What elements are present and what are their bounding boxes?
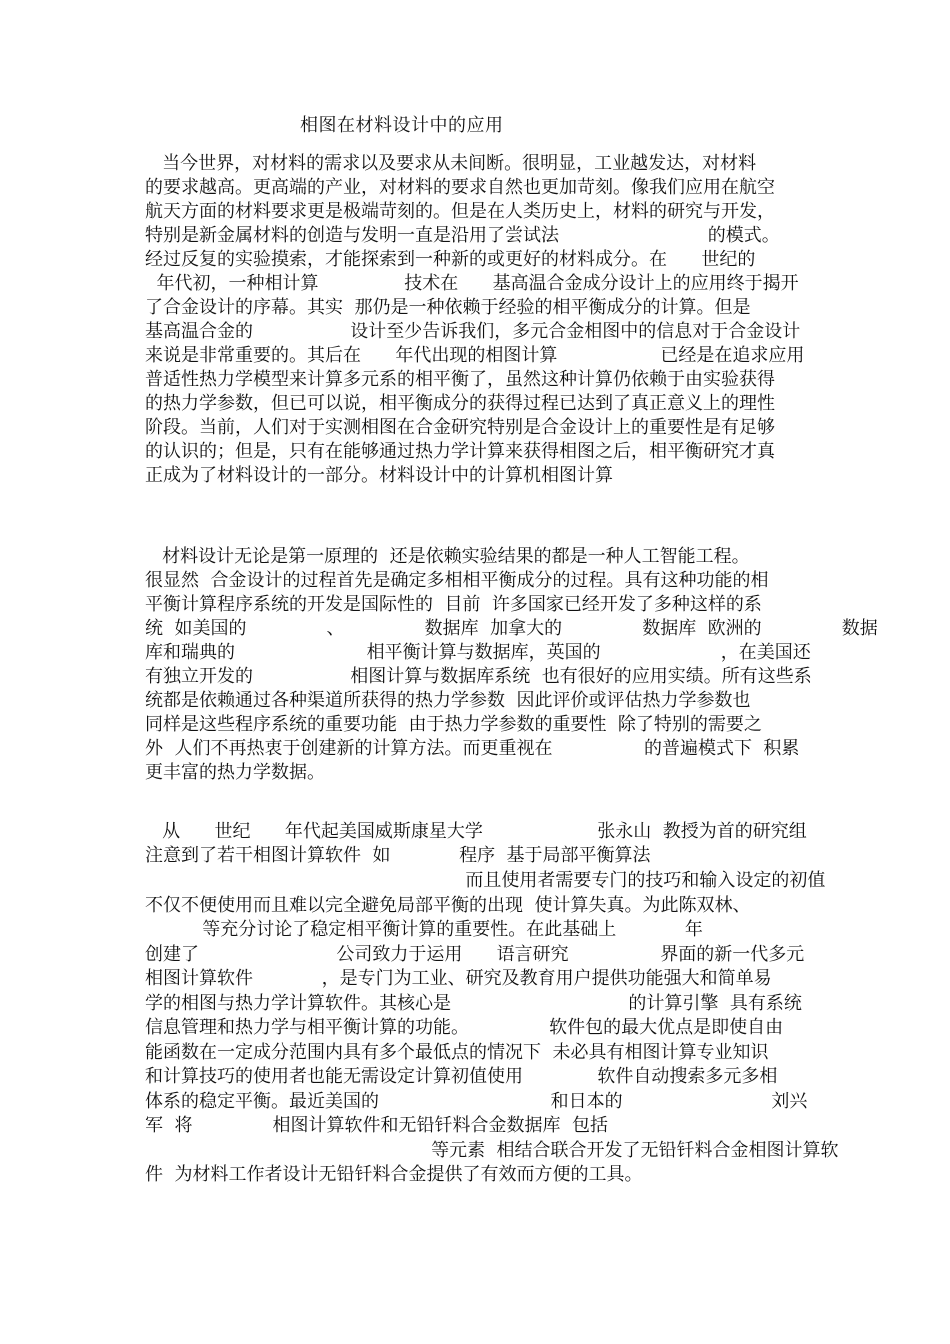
text-line: 外 人们不再热衷于创建新的计算方法。而更重视在 的普遍模式下 积累 [145,738,800,759]
text-line: 学的相图与热力学计算软件。其核心是 的计算引擎 具有系统 [145,993,802,1014]
text-line: 很显然 合金设计的过程首先是确定多相相平衡成分的过程。具有这种功能的相 [145,570,769,591]
text-line: 同样是这些程序系统的重要功能 由于热力学参数的重要性 除了特别的需要之 [145,714,762,735]
text-line: 相图计算软件 ，是专门为工业、研究及教育用户提供功能强大和简单易 [145,968,772,989]
text-line: 军 将 相图计算软件和无铅钎料合金数据库 包括 [145,1115,608,1136]
text-line: 特别是新金属材料的创造与发明一直是沿用了尝试法 的模式。 [145,225,780,246]
text-line: 材料设计无论是第一原理的 还是依赖实验结果的都是一种人工智能工程。 [145,546,750,567]
text-line: 更丰富的热力学数据。 [145,762,325,783]
text-line: 平衡计算程序系统的开发是国际性的 目前 许多国家已经开发了多种这样的系 [145,594,762,615]
text-line: 统都是依赖通过各种渠道所获得的热力学参数 因此评价或评估热力学参数也 [145,690,751,711]
text-line: 不仅不便使用而且难以完全避免局部平衡的出现 使计算失真。为此陈双林、 [145,895,751,916]
text-line: 经过反复的实验摸索，才能探索到一种新的或更好的材料成分。在 世纪的 [145,249,756,270]
text-line: 了合金设计的序幕。其实 那仍是一种依赖于经验的相平衡成分的计算。但是 [145,297,751,318]
text-line: 库和瑞典的 相平衡计算与数据库，英国的 ，在美国还 [145,642,811,663]
text-line: 等元素 相结合联合开发了无铅钎料合金相图计算软 [145,1140,839,1161]
text-line: 等充分讨论了稳定相平衡计算的重要性。在此基础上 年 [145,919,703,940]
text-line: 能函数在一定成分范围内具有多个最低点的情况下 未必具有相图计算专业知识 [145,1042,769,1063]
text-line: 和计算技巧的使用者也能无需设定计算初值使用 软件自动搜索多元多相 [145,1066,778,1087]
text-line: 体系的稳定平衡。最近美国的 和日本的 刘兴 [145,1091,808,1112]
text-line: 来说是非常重要的。其后在 年代出现的相图计算 已经是在追求应用 [145,345,805,366]
text-line: 的认识的；但是，只有在能够通过热力学计算来获得相图之后，相平衡研究才真 [145,441,775,462]
text-line: 统 如美国的 、 数据库 加拿大的 数据库 欧洲的 数据 [145,618,878,639]
text-line: 基高温合金的 设计至少告诉我们，多元合金相图中的信息对于合金设计 [145,321,801,342]
text-line: 当今世界，对材料的需求以及要求从未间断。很明显，工业越发达，对材料 [145,153,757,174]
text-line: 阶段。当前，人们对于实测相图在合金研究特别是合金设计上的重要性是有足够 [145,417,775,438]
text-line: 的热力学参数，但已可以说，相平衡成分的获得过程已达到了真正意义上的理性 [145,393,775,414]
text-line: 创建了 公司致力于运用 语言研究 界面的新一代多元 [145,944,805,965]
text-line: 年代初，一种相计算 技术在 基高温合金成分设计上的应用终于揭开 [145,273,799,294]
text-line: 而且使用者需要专门的技巧和输入设定的初值 [145,870,826,891]
text-line: 航天方面的材料要求更是极端苛刻的。但是在人类历史上，材料的研究与开发， [145,201,775,222]
text-line: 注意到了若干相图计算软件 如 程序 基于局部平衡算法 [145,845,651,866]
text-line: 有独立开发的 相图计算与数据库系统 也有很好的应用实绩。所有这些系 [145,666,812,687]
document-title: 相图在材料设计中的应用 [300,115,504,136]
text-line: 普适性热力学模型来计算多元系的相平衡了，虽然这种计算仍依赖于由实验获得 [145,369,775,390]
text-line: 正成为了材料设计的一部分。材料设计中的计算机相图计算 [145,465,613,486]
text-line: 件 为材料工作者设计无铅钎料合金提供了有效而方便的工具。 [145,1164,643,1185]
text-line: 信息管理和热力学与相平衡计算的功能。 软件包的最大优点是即使自由 [145,1017,784,1038]
text-line: 从 世纪 年代起美国威斯康星大学 张永山 教授为首的研究组 [145,821,807,842]
text-line: 的要求越高。更高端的产业，对材料的要求自然也更加苛刻。像我们应用在航空 [145,177,775,198]
